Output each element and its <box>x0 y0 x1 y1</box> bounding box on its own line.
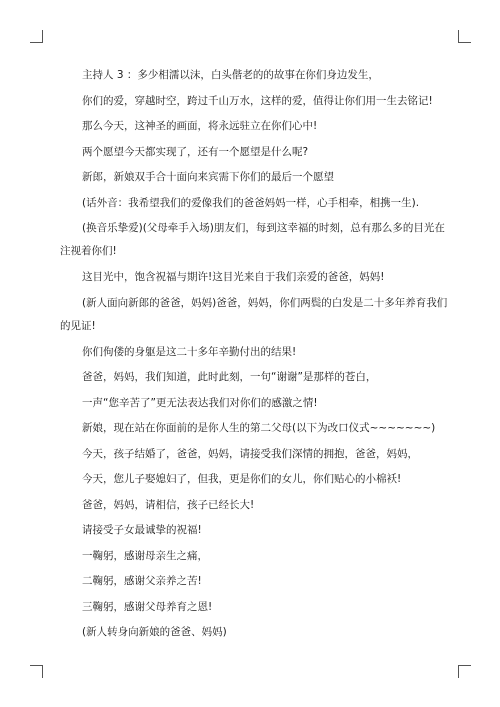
paragraph: 主持人 3 ：多少相濡以沫，白头偕老的的故事在你们身边发生， <box>82 69 379 81</box>
crop-mark-top-left <box>30 30 43 43</box>
paragraph: 请接受子女最诚挚的祝福! <box>82 524 202 536</box>
paragraph: 你们佝偻的身躯是这二十多年辛勤付出的结果! <box>82 345 297 358</box>
document-body <box>60 68 450 651</box>
paragraph: (换音乐挚爱)(父母牵手入场)朋友们，每到这幸福的时刻，总有那么多的目光在注视着你们! <box>60 222 445 257</box>
paragraph: (新人面向新郎的爸爸，妈妈)爸爸，妈妈，你们两鬓的白发是二十多年养育我们的见证! <box>60 296 448 332</box>
paragraph: 爸爸，妈妈，请相信，孩子已经长大! <box>82 498 255 511</box>
crop-mark-bottom-left <box>30 665 43 678</box>
paragraph: 今天，孩子结婚了，爸爸，妈妈，请接受我们深情的拥抱，爸爸，妈妈， <box>82 447 418 460</box>
paragraph: (话外音：我希望我们的爱像我们的爸爸妈妈一样，心手相牵，相携一生). <box>82 196 420 209</box>
paragraph: 一鞠躬，感谢母亲生之痛， <box>82 549 208 562</box>
paragraph: 爸爸，妈妈，我们知道，此时此刻，一句“谢谢”是那样的苍白， <box>82 371 377 383</box>
paragraph: 一声“您辛苦了”更无法表达我们对你们的感激之情! <box>82 396 318 409</box>
paragraph: 你们的爱，穿越时空，跨过千山万水，这样的爱，值得让你们用一生去铭记! <box>82 94 433 107</box>
paragraph: 三鞠躬，感谢父母养育之恩! <box>82 600 213 613</box>
crop-mark-bottom-right <box>458 665 471 678</box>
paragraph: 二鞠躬，感谢父亲养之苦! <box>82 575 202 587</box>
crop-mark-top-right <box>458 30 471 43</box>
paragraph: 新郎，新娘双手合十面向来宾需下你们的最后一个愿望 <box>82 171 334 183</box>
paragraph: 两个愿望今天都实现了，还有一个愿望是什么呢? <box>82 145 309 158</box>
paragraph: 今天，您儿子娶媳妇了，但我，更是你们的女儿，你们贴心的小棉袄! <box>82 473 402 485</box>
paragraph: (新人转身向新娘的爸爸、妈妈) <box>82 626 227 638</box>
paragraph: 新娘，现在站在你面前的是你人生的第二父母(以下为改口仪式~~~~~~~) <box>82 422 436 434</box>
paragraph: 这目光中，饱含祝福与期许!这目光来自于我们亲爱的爸爸，妈妈! <box>82 271 385 283</box>
paragraph: 那么今天，这神圣的画面，将永远驻立在你们心中! <box>82 120 318 132</box>
